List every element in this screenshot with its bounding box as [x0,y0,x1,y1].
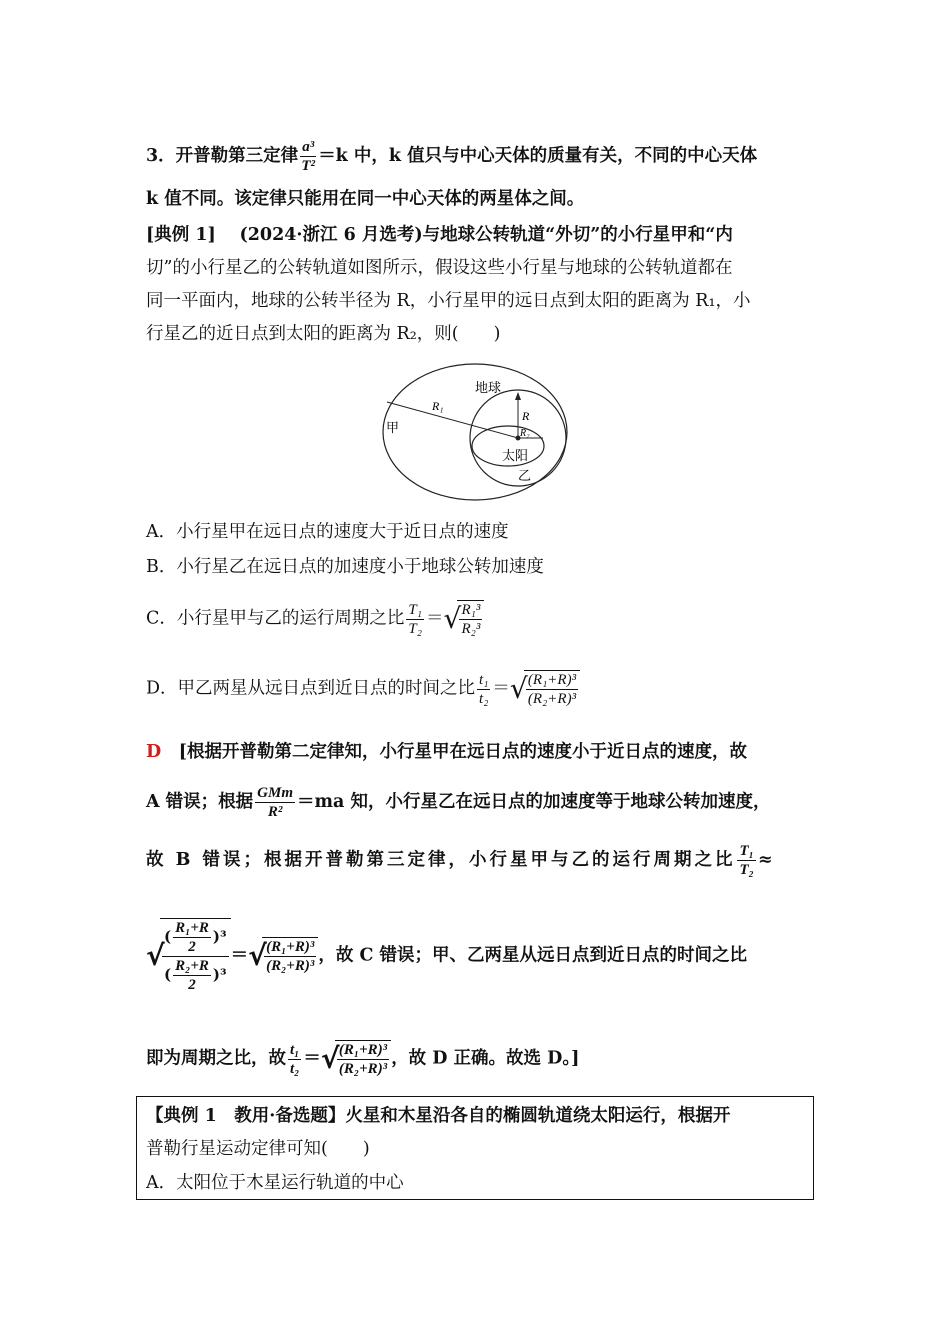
example-tag: [典例 1] [146,225,216,245]
option-a: A．小行星甲在远日点的速度大于近日点的速度 [146,522,509,542]
answer-line2: A 错误；根据 $\frac{\text{GMm}}{\text{R²}}$ ＝ma 知，小行星乙在远日点的加速度等于地球公转加速度， [146,785,771,820]
label-r2: R₂ [520,428,530,439]
option-b: B．小行星乙在远日点的加速度小于地球公转加速度 [146,557,544,577]
label-yi: 乙 [518,469,532,484]
label-earth: 地球 [475,381,502,396]
label-jia: 甲 [386,421,400,436]
answer-line4: √ ( $\frac{\text{R₁+R}}{2}$ )³ ( $\frac{\text{R₂+R}}{2}$ )³ ＝ √ $\frac{\text{(R₁+R)³}}{\text{(R₂+R)³}}$ ，故 C 错误；甲、乙两星从远日点到近日点的时间之比 [146,918,747,994]
label-r: R [522,409,530,423]
box-line1: 【典例 1 教用·备选题】火星和木星沿各自的椭圆轨道绕太阳运行，根据开 [146,1106,731,1126]
example-source: (2024·浙江 6 月选考) [239,225,423,245]
radius-r1 [387,402,518,438]
example-line4: 行星乙的近日点到太阳的距离为 R₂，则( ) [146,324,501,344]
example-line2: 切”的小行星乙的公转轨道如图所示，假设这些小行星与地球的公转轨道都在 [146,258,733,278]
example-line3: 同一平面内，地球的公转半径为 R，小行星甲的远日点到太阳的距离为 R₁，小 [146,291,751,311]
label-r1: R₁ [432,399,444,413]
answer-line1: D [根据开普勒第二定律知，小行星甲在远日点的速度小于近日点的速度，故 [146,742,747,762]
example-line1: [典例 1] (2024·浙江 6 月选考)与地球公转轨道“外切”的小行星甲和“内 [146,225,733,245]
point-3-line1: 3．开普勒第三定律 $\frac{\text{a³}}{\text{T²}}$ ＝k 中，k 值只与中心天体的质量有关，不同的中心天体 [146,139,758,174]
label-sun: 太阳 [502,449,529,464]
orbit-diagram [380,360,580,510]
answer-line5: 即为周期之比，故 $\frac{\text{t₁}}{\text{t₂}}$ ＝ √ $\frac{\text{(R₁+R)³}}{\text{(R₂+R)³}}$ ，故 D 正确。故选 D。] [146,1040,579,1078]
option-c: C．小行星甲与乙的运行周期之比 $\frac{\text{T₁}}{\text{T₂}}$ ＝ √ $\frac{\text{R₁³}}{\text{R₂³}}$ [146,600,484,638]
box-line2: 普勒行星运动定律可知( ) [146,1139,370,1159]
answer-line3: 故 B 错误；根据开普勒第三定律，小行星甲与乙的运行周期之比 $\frac{\text{T₁}}{\text{T₂}}$ ≈ [146,843,776,878]
a3-over-t2: $\frac{\text{a³}}{\text{T²}}$ [301,139,316,174]
option-d: D．甲乙两星从远日点到近日点的时间之比 $\frac{\text{t₁}}{\text{t₂}}$ ＝ √ $\frac{\text{(R₁+R)³}}{\text{(R₂+R)³}}$ [146,670,580,708]
answer-letter: D [146,742,162,762]
point-3-line2: k 值不同。该定律只能用在同一中心天体的两星体之间。 [146,189,585,209]
box-line3: A．太阳位于木星运行轨道的中心 [146,1173,404,1193]
